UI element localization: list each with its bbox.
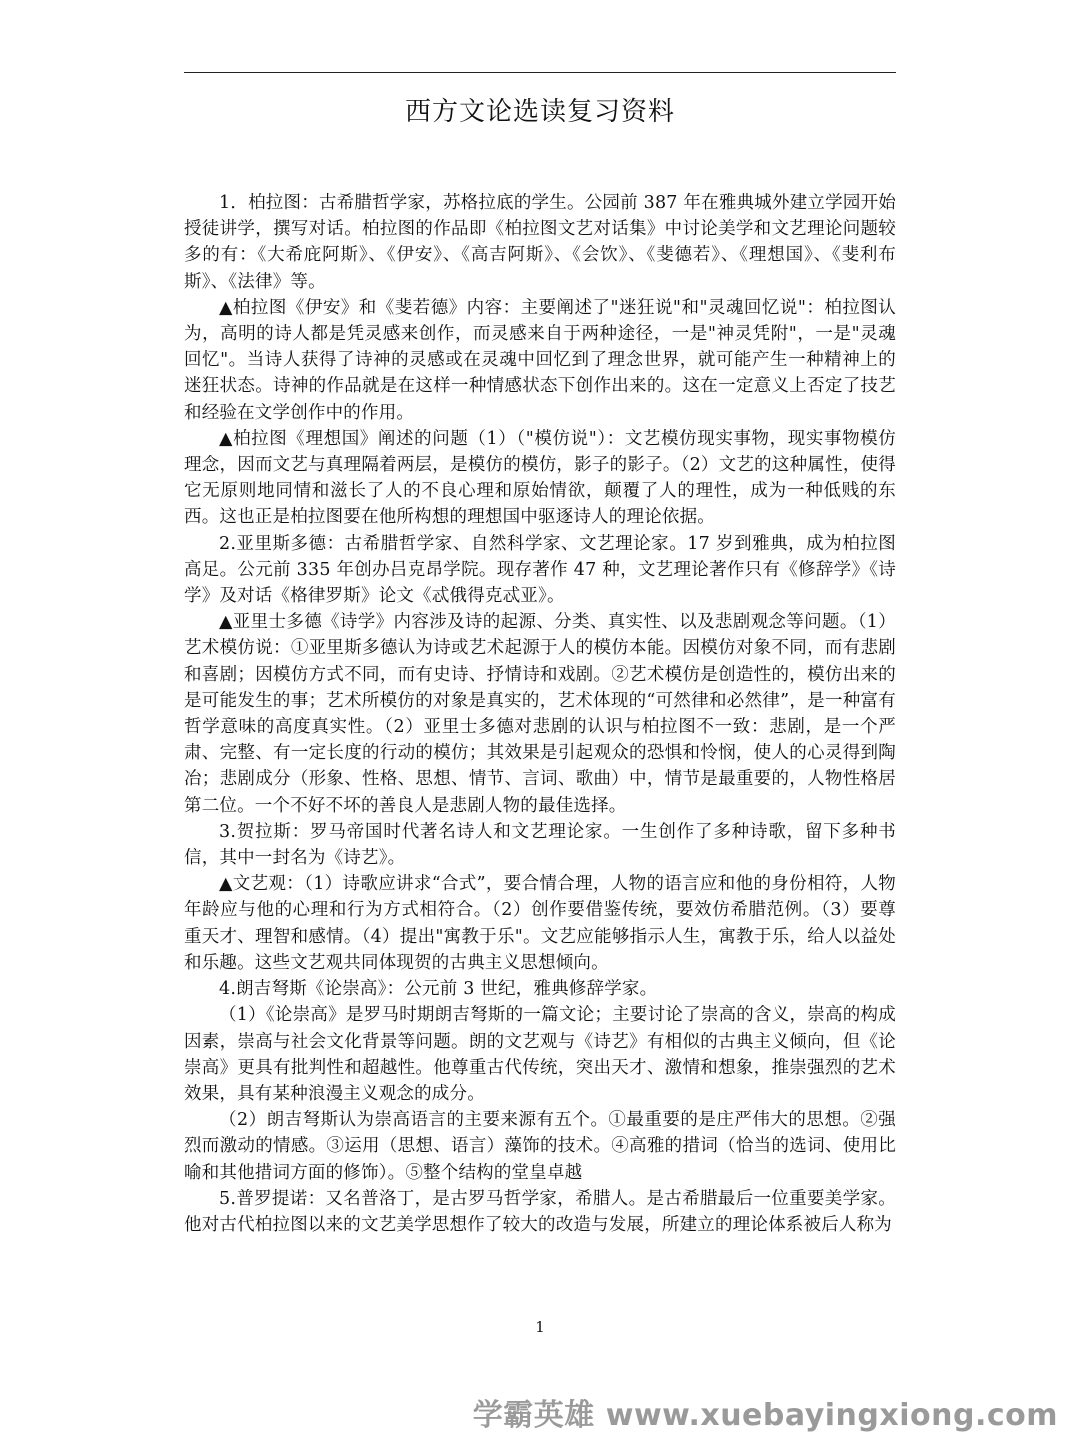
paragraph-plotinus: 5.普罗提诺：又名普洛丁，是古罗马哲学家，希腊人。是古希腊最后一位重要美学家。他对古代柏拉图以来的文艺美学思想作了较大的改造与发展，所建立的理论体系被后人称为 [184, 1188, 896, 1235]
watermark: 学霸英雄 www.xuebayingxiong.com [472, 1398, 1058, 1433]
document-body [184, 190, 896, 1238]
page-number: 1 [535, 1318, 545, 1336]
paragraph-aristotle-poetics: ▲亚里士多德《诗学》内容涉及诗的起源、分类、真实性、以及悲剧观念等问题。（1）艺术模仿说：①亚里斯多德认为诗或艺术起源于人的模仿本能。因模仿对象不同，而有悲剧和喜剧；因模仿方式不同，而有史诗、抒情诗和戏剧。②艺术模仿是创造性的，模仿出来的是可能发生的事；艺术所模仿的对象是真实的，艺术体现的“可然律和必然律”，是一种富有哲学意味的高度真实性。（2）亚里士多德对悲剧的认识与柏拉图不一致：悲剧，是一个严肃、完整、有一定长度的行动的模仿；其效果是引起观众的恐惧和怜悯，使人的心灵得到陶冶；悲剧成分（形象、性格、思想、情节、言词、歌曲）中，情节是最重要的，人物性格居第二位。一个不好不坏的善良人是悲剧人物的最佳选择。 [184, 612, 896, 816]
document-title: 西方文论选读复习资料 [404, 97, 675, 127]
paragraph-plato: 1．柏拉图：古希腊哲学家，苏格拉底的学生。公园前 387 年在雅典城外建立学园开始授徒讲学，撰写对话。柏拉图的作品即《柏拉图文艺对话集》中讨论美学和文艺理论问题较多的有：《大希庇阿斯》、《伊安》、《高吉阿斯》、《会饮》、《斐德若》、《理想国》、《斐利布斯》、《法律》等。 [184, 193, 896, 292]
paragraph-aristotle: 2.亚里斯多德：古希腊哲学家、自然科学家、文艺理论家。17 岁到雅典，成为柏拉图高足。公元前 335 年创办吕克昂学院。现存著作 47 种，文艺理论著作只有《修辞学》《诗学》及对话《格律罗斯》论文《忒俄得克忒亚》。 [184, 533, 896, 607]
paragraph-plato-ion: ▲柏拉图《伊安》和《斐若德》内容：主要阐述了"迷狂说"和"灵魂回忆说"：柏拉图认为，高明的诗人都是凭灵感来创作，而灵感来自于两种途径，一是"神灵凭附"，一是"灵魂回忆"。当诗人获得了诗神的灵感或在灵魂中回忆到了理念世界，就可能产生一种精神上的迷狂状态。诗神的作品就是在这样一种情感状态下创作出来的。这在一定意义上否定了技艺和经验在文学创作中的作用。 [184, 297, 896, 423]
paragraph-horace: 3.贺拉斯：罗马帝国时代著名诗人和文艺理论家。一生创作了多种诗歌，留下多种书信，其中一封名为《诗艺》。 [184, 821, 896, 869]
paragraph-plato-republic: ▲柏拉图《理想国》阐述的问题（1）（"模仿说"）：文艺模仿现实事物，现实事物模仿理念，因而文艺与真理隔着两层，是模仿的模仿，影子的影子。（2）文艺的这种属性，使得它无原则地同情和滋长了人的不良心理和原始情欲，颠覆了人的理性，成为一种低贱的东西。这也正是柏拉图要在他所构想的理想国中驱逐诗人的理论依据。 [184, 428, 896, 528]
paragraph-longinus: 4.朗吉弩斯《论崇高》：公元前 3 世纪，雅典修辞学家。 [219, 979, 658, 1000]
paragraph-longinus-2: （2）朗吉弩斯认为崇高语言的主要来源有五个。①最重要的是庄严伟大的思想。②强烈而激动的情感。③运用（思想、语言）藻饰的技术。④高雅的措词（恰当的选词、使用比喻和其他措词方面的修饰）。⑤整个结构的堂皇卓越 [184, 1110, 896, 1183]
paragraph-longinus-1: （1）《论崇高》是罗马时期朗吉弩斯的一篇文论；主要讨论了崇高的含义，崇高的构成因素，崇高与社会文化背景等问题。朗的文艺观与《诗艺》有相似的古典主义倾向，但《论崇高》更具有批判性和超越性。他尊重古代传统，突出天才、激情和想象，推崇强烈的艺术效果，具有某种浪漫主义观念的成分。 [184, 1005, 896, 1104]
header-rule [184, 72, 896, 73]
paragraph-horace-views: ▲文艺观：（1）诗歌应讲求“合式”，要合情合理，人物的语言应和他的身份相符，人物年龄应与他的心理和行为方式相符合。（2）创作要借鉴传统，要效仿希腊范例。（3）要尊重天才、理智和感情。（4）提出"寓教于乐"。文艺应能够指示人生，寓教于乐，给人以益处和乐趣。这些文艺观共同体现贺的古典主义思想倾向。 [184, 874, 896, 973]
